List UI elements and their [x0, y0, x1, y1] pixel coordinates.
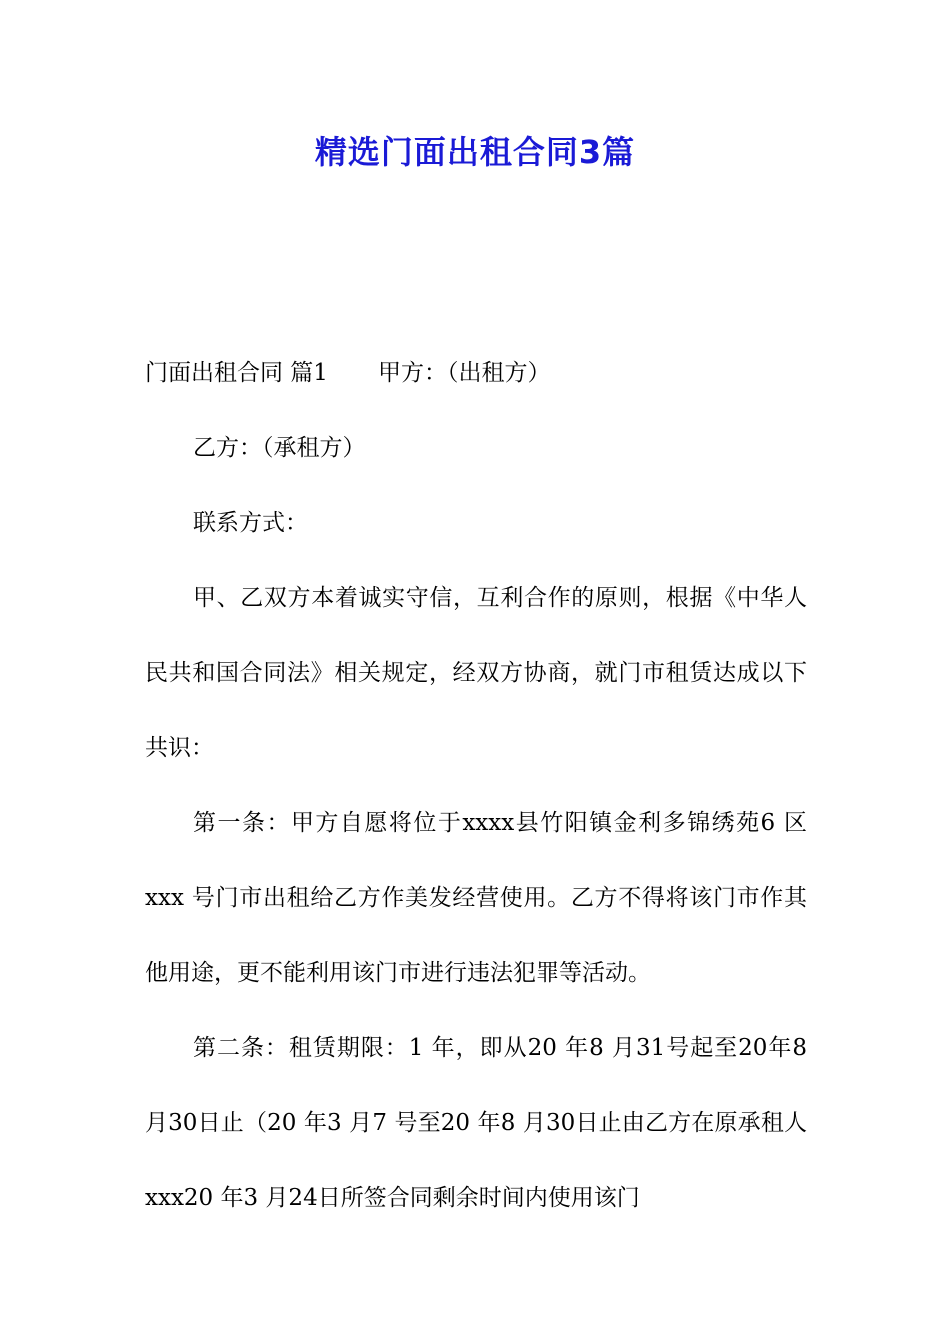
party-b-paragraph: 乙方：（承租方） [193, 435, 366, 461]
preamble-paragraph: 甲、乙双方本着诚实守信，互利合作的原则，根据《中华人民共和国合同法》相关规定，经双方协商，就门市租赁达成以下共识： [145, 585, 807, 761]
section-heading: 门面出租合同 篇1 [145, 360, 328, 386]
article-2-paragraph: 第二条：租赁期限：1 年，即从20 年8 月31号起至20年8 月30日止（20 年3 月7 号至20 年8 月30日止由乙方在原承租人xxx20 年3 月24日所签合同剩余时间内使用该门 [145, 1035, 807, 1211]
contact-paragraph: 联系方式： [193, 510, 308, 536]
article-1-paragraph: 第一条：甲方自愿将位于xxxx县竹阳镇金利多锦绣苑6 区xxx 号门市出租给乙方作美发经营使用。乙方不得将该门市作其他用途，更不能利用该门市进行违法犯罪等活动。 [145, 810, 807, 986]
heading-line [145, 336, 807, 411]
document-title: 精选门面出租合同3篇 [314, 133, 636, 171]
party-a-label: 甲方：（出租方） [377, 360, 551, 386]
document-body [145, 336, 807, 1236]
